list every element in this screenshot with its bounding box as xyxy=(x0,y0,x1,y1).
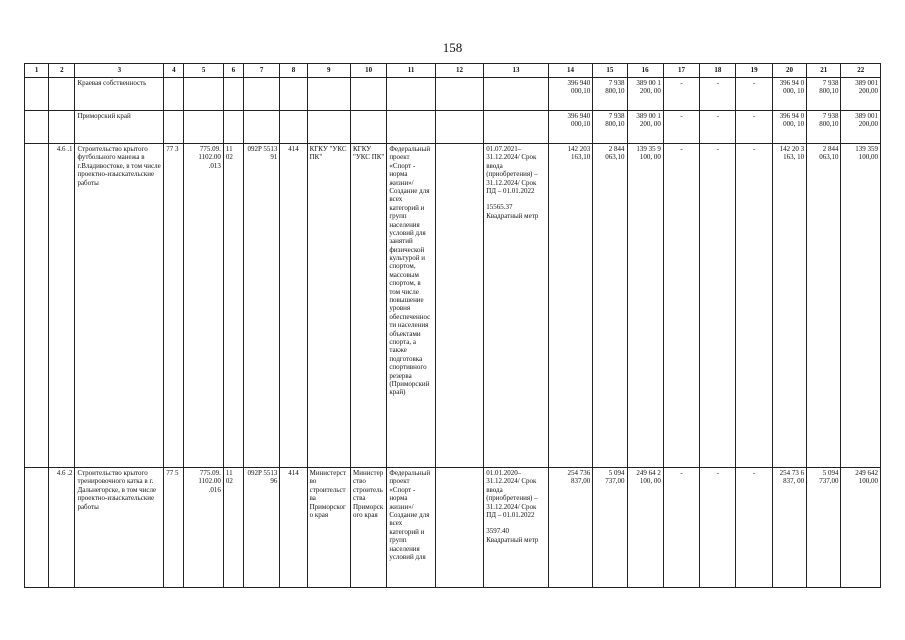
cell-c16: 389 00 1 200, 00 xyxy=(627,111,663,144)
cell-c11 xyxy=(387,78,435,111)
cell-c20: 254 73 6 837, 00 xyxy=(772,468,806,588)
cell-c20: 142 20 3 163, 10 xyxy=(772,144,806,468)
column-header: 14 xyxy=(548,64,592,78)
cell-c5: 775.09. 1102.00 .016 xyxy=(184,468,223,588)
column-header: 19 xyxy=(736,64,772,78)
cell-c13 xyxy=(484,111,549,144)
cell-c14: 396 940 000,10 xyxy=(548,78,592,111)
cell-c17: - xyxy=(663,78,699,111)
cell-c22: 389 001 200,00 xyxy=(841,111,881,144)
cell-c15: 5 094 737,00 xyxy=(593,468,627,588)
cell-c13 xyxy=(484,144,549,468)
cell-c19: - xyxy=(736,468,772,588)
cell-c17: - xyxy=(663,144,699,468)
cell-c5: 775.09. 1102.00 .013 xyxy=(184,144,223,468)
cell-c19: - xyxy=(736,111,772,144)
cell-c1 xyxy=(25,78,49,111)
column-header: 16 xyxy=(627,64,663,78)
cell-c10: КГКУ "УКС ПК" xyxy=(350,144,386,468)
cell-c14: 142 203 163,10 xyxy=(548,144,592,468)
cell-c13-period: 01.07.2021– 31.12.2024/ Срок ввода (приобретения) – 31.12.2024/ Срок ПД – 01.01.2022 xyxy=(486,145,538,195)
cell-c9 xyxy=(307,78,350,111)
cell-c8 xyxy=(280,78,307,111)
cell-name: Строительство крытого тренировочного катка в г. Дальнегорске, в том числе проектно-изыскательские работы xyxy=(75,468,164,588)
cell-c6 xyxy=(223,111,243,144)
column-header: 9 xyxy=(307,64,350,78)
column-header: 8 xyxy=(280,64,307,78)
column-header: 1 xyxy=(25,64,49,78)
cell-c2 xyxy=(49,78,75,111)
cell-c18: - xyxy=(700,111,736,144)
cell-c11: Федеральный проект «Спорт - норма жизни»/Создание для всех категорий и групп населения условий для xyxy=(387,468,435,588)
cell-c16: 389 00 1 200, 00 xyxy=(627,78,663,111)
cell-c9 xyxy=(307,111,350,144)
cell-c1 xyxy=(25,111,49,144)
cell-c11 xyxy=(387,111,435,144)
page-number: 158 xyxy=(442,40,463,55)
cell-c16: 249 64 2 100, 00 xyxy=(627,468,663,588)
table-row xyxy=(25,78,881,111)
cell-c5 xyxy=(184,78,223,111)
column-header: 7 xyxy=(244,64,280,78)
cell-c12 xyxy=(435,78,483,111)
cell-name: Строительство крытого футбольного манежа в г.Владивостоке, в том числе проектно-изыскательские работы xyxy=(75,144,164,468)
cell-c12 xyxy=(435,468,483,588)
cell-c18: - xyxy=(700,144,736,468)
column-header: 22 xyxy=(841,64,881,78)
cell-c4 xyxy=(164,111,184,144)
cell-c21: 2 844 063,10 xyxy=(807,144,841,468)
column-header: 11 xyxy=(387,64,435,78)
cell-c12 xyxy=(435,144,483,468)
column-header: 2 xyxy=(49,64,75,78)
cell-c14: 254 736 837,00 xyxy=(548,468,592,588)
column-number-row xyxy=(25,64,881,78)
column-header: 5 xyxy=(184,64,223,78)
cell-c12 xyxy=(435,111,483,144)
table-row xyxy=(25,111,881,144)
cell-c10: Министерство строительства Приморского края xyxy=(350,468,386,588)
cell-c4: 77 5 xyxy=(164,468,184,588)
cell-c20: 396 94 0 000, 10 xyxy=(772,78,806,111)
cell-c16: 139 35 9 100, 00 xyxy=(627,144,663,468)
cell-c15: 7 938 800,10 xyxy=(593,111,627,144)
cell-c10 xyxy=(350,78,386,111)
cell-c6: 11 02 xyxy=(223,144,243,468)
cell-c21: 7 938 800,10 xyxy=(807,78,841,111)
cell-c8: 414 xyxy=(280,468,307,588)
cell-c21: 7 938 800,10 xyxy=(807,111,841,144)
column-header: 10 xyxy=(350,64,386,78)
cell-c1 xyxy=(25,468,49,588)
column-header: 4 xyxy=(164,64,184,78)
cell-c15: 2 844 063,10 xyxy=(593,144,627,468)
cell-c13 xyxy=(484,468,549,588)
cell-c9: КГКУ "УКС ПК" xyxy=(307,144,350,468)
budget-table xyxy=(24,63,881,588)
cell-c7 xyxy=(244,78,280,111)
column-header: 17 xyxy=(663,64,699,78)
cell-c17: - xyxy=(663,111,699,144)
cell-c22: 389 001 200,00 xyxy=(841,78,881,111)
cell-item-number: 4.6 .1 xyxy=(49,144,75,468)
column-header: 20 xyxy=(772,64,806,78)
cell-c2 xyxy=(49,111,75,144)
cell-c7: 092P 5513 91 xyxy=(244,144,280,468)
cell-c20: 396 94 0 000, 10 xyxy=(772,111,806,144)
cell-c13 xyxy=(484,78,549,111)
cell-c1 xyxy=(25,144,49,468)
cell-c11: Федеральный проект «Спорт - норма жизни»/Создание для всех категорий и групп населения условий для занятий физической культурой и спортом, массовым спортом, в том числе повышение уровня обеспеченности населения объектами спорта, а также подготовка спортивного резерва (Приморский край) xyxy=(387,144,435,468)
cell-c13-period: 01.01.2020– 31.12.2024/ Срок ввода (приобретения) – 31.12.2024/ Срок ПД – 01.01.2022 xyxy=(486,469,538,519)
cell-c13-capacity: 3597.40 Квадратный метр xyxy=(486,527,539,544)
cell-c22: 249 642 100,00 xyxy=(841,468,881,588)
table-row xyxy=(25,144,881,468)
cell-c8 xyxy=(280,111,307,144)
column-header: 18 xyxy=(700,64,736,78)
column-header: 6 xyxy=(223,64,243,78)
cell-c19: - xyxy=(736,78,772,111)
column-header: 15 xyxy=(593,64,627,78)
cell-c18: - xyxy=(700,468,736,588)
column-header: 12 xyxy=(435,64,483,78)
cell-c6 xyxy=(223,78,243,111)
column-header: 13 xyxy=(484,64,549,78)
table-row xyxy=(25,468,881,588)
cell-c4: 77 3 xyxy=(164,144,184,468)
column-header: 3 xyxy=(75,64,164,78)
cell-c19: - xyxy=(736,144,772,468)
cell-c13-capacity: 15565.37 Квадратный метр xyxy=(486,203,539,220)
cell-c17: - xyxy=(663,468,699,588)
cell-c22: 139 359 100,00 xyxy=(841,144,881,468)
cell-c5 xyxy=(184,111,223,144)
cell-c18: - xyxy=(700,78,736,111)
column-header: 21 xyxy=(807,64,841,78)
cell-c8: 414 xyxy=(280,144,307,468)
cell-name: Приморский край xyxy=(75,111,164,144)
cell-c4 xyxy=(164,78,184,111)
cell-c10 xyxy=(350,111,386,144)
cell-name: Краевая собственность xyxy=(75,78,164,111)
cell-c7: 092P 5513 96 xyxy=(244,468,280,588)
cell-c15: 7 938 800,10 xyxy=(593,78,627,111)
cell-c21: 5 094 737,00 xyxy=(807,468,841,588)
cell-c14: 396 940 000,10 xyxy=(548,111,592,144)
cell-c7 xyxy=(244,111,280,144)
cell-item-number: 4.6 .2 xyxy=(49,468,75,588)
cell-c9: Министерство строительства Приморского края xyxy=(307,468,350,588)
cell-c6: 11 02 xyxy=(223,468,243,588)
